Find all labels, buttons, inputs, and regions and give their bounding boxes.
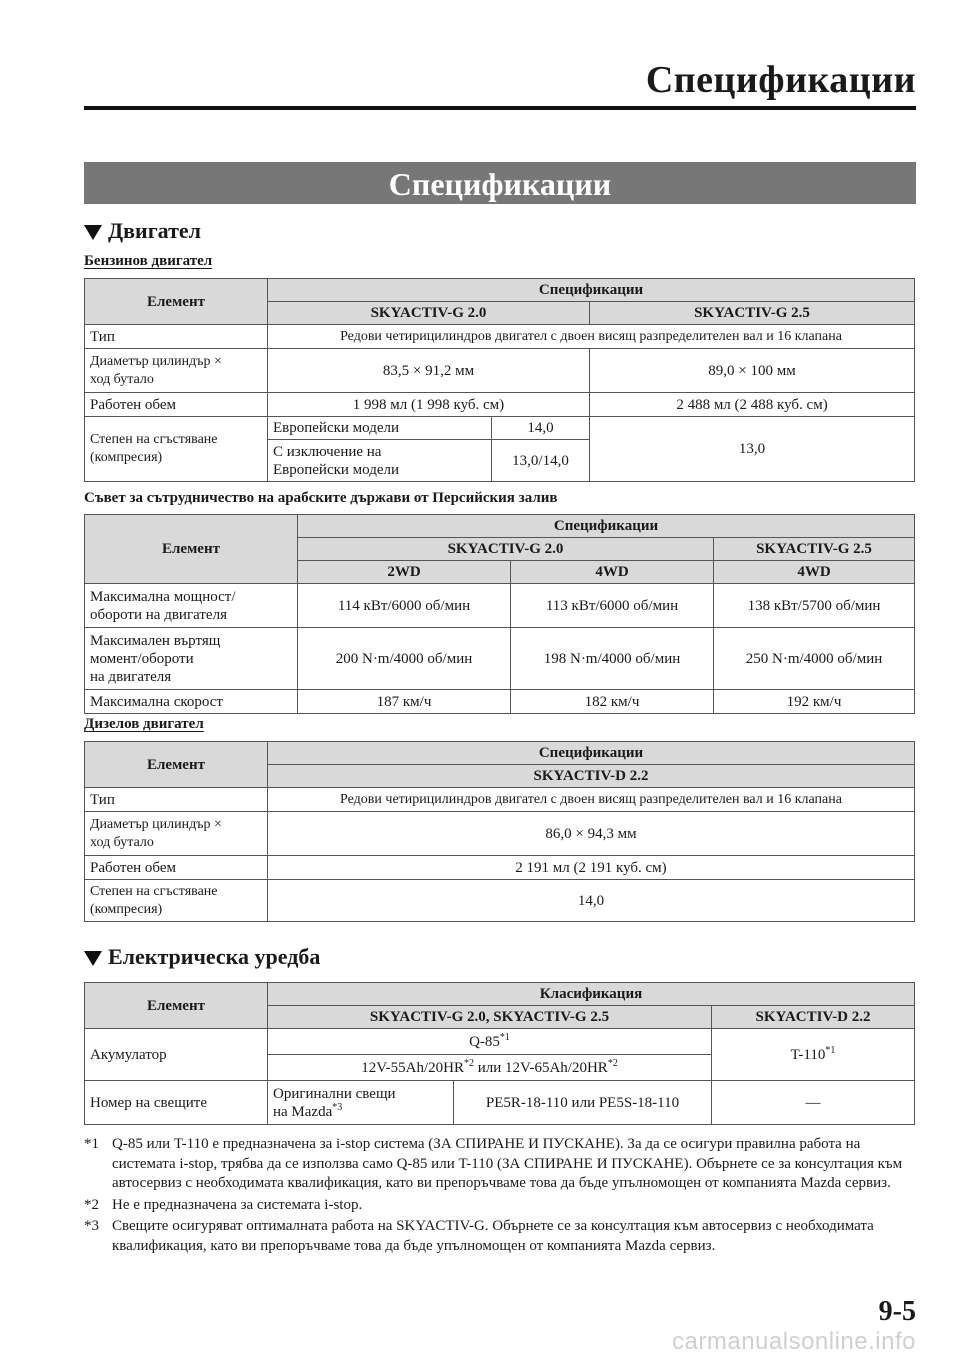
footnote-mark: *3 [84, 1218, 99, 1234]
electrical-heading [84, 944, 320, 970]
col-d-header: SKYACTIV-D 2.2 [712, 1006, 915, 1029]
torque-2wd: 200 N·m/4000 об/мин [298, 628, 511, 690]
bore-label-line1: Диаметър цилиндър × [90, 816, 222, 832]
speed-2wd: 187 км/ч [298, 690, 511, 714]
torque-label-line1: Максимален въртящ [90, 632, 221, 649]
footnote-text: Не е предназначена за системата i-stop. [112, 1196, 363, 1213]
watermark: carmanualsonline.info [672, 1328, 916, 1355]
gcc-engine-table [84, 514, 915, 714]
col-g25-header: SKYACTIV-G 2.5 [714, 538, 915, 561]
plug-sub-line1: Оригинални свещи [273, 1085, 396, 1102]
plug-sub-line2 [273, 1103, 448, 1121]
comp-label-line1: Степен на сгъстяване [90, 883, 218, 899]
disp-label: Работен обем [85, 856, 268, 880]
table-row [85, 628, 915, 690]
footnote-text: Свещите осигуряват оптималната работа на SKYACTIV-G. Обърнете се за консултация към автосервиз с необходимата квалификация, като ви препоръчваме това да бъде упълномощен от компанията Mazda сервиз. [112, 1218, 874, 1254]
diesel-engine-table [84, 741, 915, 922]
comp-noneu-label [268, 440, 492, 482]
footnote-ref: *2 [463, 1057, 474, 1069]
footnote-ref: *1 [825, 1044, 836, 1056]
electrical-table [84, 982, 915, 1125]
table-row [85, 515, 915, 538]
bore-label-line2: ход бутало [90, 834, 154, 850]
engine-heading [84, 218, 201, 244]
power-label-line2: обороти на двигателя [90, 606, 227, 623]
petrol-engine-table [84, 278, 915, 482]
footnote [84, 1196, 914, 1216]
disp-label: Работен обем [85, 393, 268, 417]
footnote-ref: *3 [332, 1101, 343, 1113]
torque-label-line2: момент/обороти [90, 650, 194, 667]
type-label: Тип [85, 325, 268, 349]
table-row [85, 349, 915, 393]
torque-label [85, 628, 298, 690]
col-g20-header: SKYACTIV-G 2.0 [298, 538, 714, 561]
triangle-bullet-icon [84, 951, 102, 966]
plug-d: — [712, 1081, 915, 1125]
disp-g20: 1 998 мл (1 998 куб. см) [268, 393, 590, 417]
header-rule [84, 106, 916, 110]
table-row [85, 812, 915, 856]
power-4wd-g20: 113 кВт/6000 об/мин [511, 584, 714, 628]
table-row [85, 788, 915, 812]
col-item-header: Елемент [85, 742, 268, 788]
type-value: Редови четирицилиндров двигател с двоен висящ разпределителен вал и 16 клапана [268, 788, 915, 812]
col-class-header: Класификация [268, 983, 915, 1006]
comp-noneu-line2: Европейски модели [273, 461, 400, 478]
table-row [85, 1029, 915, 1055]
col-4wd-header: 4WD [714, 561, 915, 584]
bore-label-line2: ход бутало [90, 371, 154, 387]
comp-label [85, 417, 268, 482]
table-row [85, 417, 915, 440]
comp-eu-value: 14,0 [492, 417, 590, 440]
torque-4wd-g25: 250 N·m/4000 об/мин [714, 628, 915, 690]
col-4wd-header: 4WD [511, 561, 714, 584]
comp-g25: 13,0 [590, 417, 915, 482]
footnote-mark: *1 [84, 1136, 99, 1152]
bore-label [85, 812, 268, 856]
torque-label-line3: на двигателя [90, 668, 172, 685]
plug-label: Номер на свещите [85, 1081, 268, 1125]
page-number: 9-5 [878, 1296, 916, 1327]
footnote-ref: *1 [499, 1031, 510, 1043]
col-g20-header: SKYACTIV-G 2.0 [268, 302, 590, 325]
type-label: Тип [85, 788, 268, 812]
table-row [85, 279, 915, 302]
table-row [85, 983, 915, 1006]
comp-noneu-value: 13,0/14,0 [492, 440, 590, 482]
power-label [85, 584, 298, 628]
table-row [85, 393, 915, 417]
disp-value: 2 191 мл (2 191 куб. см) [268, 856, 915, 880]
table-row [85, 1081, 915, 1125]
engine-heading-text: Двигател [108, 218, 202, 243]
type-value: Редови четирицилиндров двигател с двоен висящ разпределителен вал и 16 клапана [268, 325, 915, 349]
disp-g25: 2 488 мл (2 488 куб. см) [590, 393, 915, 417]
col-g-header: SKYACTIV-G 2.0, SKYACTIV-G 2.5 [268, 1006, 712, 1029]
col-item-header: Елемент [85, 515, 298, 584]
battery-label: Акумулатор [85, 1029, 268, 1081]
col-item-header: Елемент [85, 279, 268, 325]
footnote [84, 1217, 914, 1256]
bore-g20: 83,5 × 91,2 мм [268, 349, 590, 393]
speed-4wd-g20: 182 км/ч [511, 690, 714, 714]
col-g25-header: SKYACTIV-G 2.5 [590, 302, 915, 325]
col-item-header: Елемент [85, 983, 268, 1029]
plug-g: PE5R-18-110 или PE5S-18-110 [454, 1081, 712, 1125]
battery-g-1 [268, 1029, 712, 1055]
bore-value: 86,0 × 94,3 мм [268, 812, 915, 856]
comp-label-line2: (компресия) [90, 450, 163, 465]
section-banner: Спецификации [84, 162, 916, 204]
petrol-subheading: Бензинов двигател [84, 253, 213, 269]
torque-4wd-g20: 198 N·m/4000 об/мин [511, 628, 714, 690]
speed-4wd-g25: 192 км/ч [714, 690, 915, 714]
triangle-bullet-icon [84, 225, 102, 240]
table-row [85, 742, 915, 765]
battery-g-2b-text: или 12V-65Ah/20HR [473, 1059, 608, 1076]
battery-g-1-text: Q-85 [469, 1033, 500, 1050]
page-header-title: Спецификации [645, 59, 916, 101]
col-2wd-header: 2WD [298, 561, 511, 584]
col-spec-header: Спецификации [298, 515, 915, 538]
comp-label-line2: (компресия) [90, 901, 163, 917]
comp-label [85, 880, 268, 922]
plug-sub [268, 1081, 454, 1125]
comp-eu-label: Европейски модели [268, 417, 492, 440]
diesel-subheading: Дизелов двигател [84, 716, 204, 732]
comp-value: 14,0 [268, 880, 915, 922]
footnotes [84, 1135, 914, 1258]
speed-label: Максимална скорост [85, 690, 298, 714]
footnote-text: Q-85 или T-110 е предназначена за i-stop система (ЗА СПИРАНЕ И ПУСКАНЕ). За да се осигури правилна работа на системата i-stop, трябва да се използва само Q-85 или T-110 (ЗА СПИРАНЕ И ПУСКАНЕ). Обърнете се за консултация към автосервиз с необходимата квалификация, като ви препоръчваме това да бъде упълномощен от компанията Mazda сервиз. [112, 1136, 903, 1191]
power-label-line1: Максимална мощност/ [90, 588, 236, 605]
footnote-mark: *2 [84, 1196, 99, 1213]
bore-label-line1: Диаметър цилиндър × [90, 353, 222, 369]
col-spec-header: Спецификации [268, 279, 915, 302]
electrical-heading-text: Електрическа уредба [108, 944, 321, 969]
table-row [85, 690, 915, 714]
gcc-caption: Съвет за сътрудничество на арабските държави от Персийския залив [84, 490, 558, 506]
table-row [85, 584, 915, 628]
table-row [85, 325, 915, 349]
battery-d-text: T-110 [790, 1046, 826, 1063]
footnote-ref: *2 [607, 1057, 618, 1069]
battery-g-2a-text: 12V-55Ah/20HR [361, 1059, 464, 1076]
bore-label [85, 349, 268, 393]
power-4wd-g25: 138 кВт/5700 об/мин [714, 584, 915, 628]
power-2wd: 114 кВт/6000 об/мин [298, 584, 511, 628]
bore-g25: 89,0 × 100 мм [590, 349, 915, 393]
plug-sub-line2-text: на Mazda [273, 1103, 333, 1120]
comp-noneu-line1: С изключение на [273, 443, 382, 460]
col-d22-header: SKYACTIV-D 2.2 [268, 765, 915, 788]
comp-label-line1: Степен на сгъстяване [90, 432, 218, 447]
battery-d [712, 1029, 915, 1081]
table-row [85, 856, 915, 880]
table-row [85, 880, 915, 922]
battery-g-2 [268, 1055, 712, 1081]
col-spec-header: Спецификации [268, 742, 915, 765]
footnote [84, 1135, 914, 1194]
